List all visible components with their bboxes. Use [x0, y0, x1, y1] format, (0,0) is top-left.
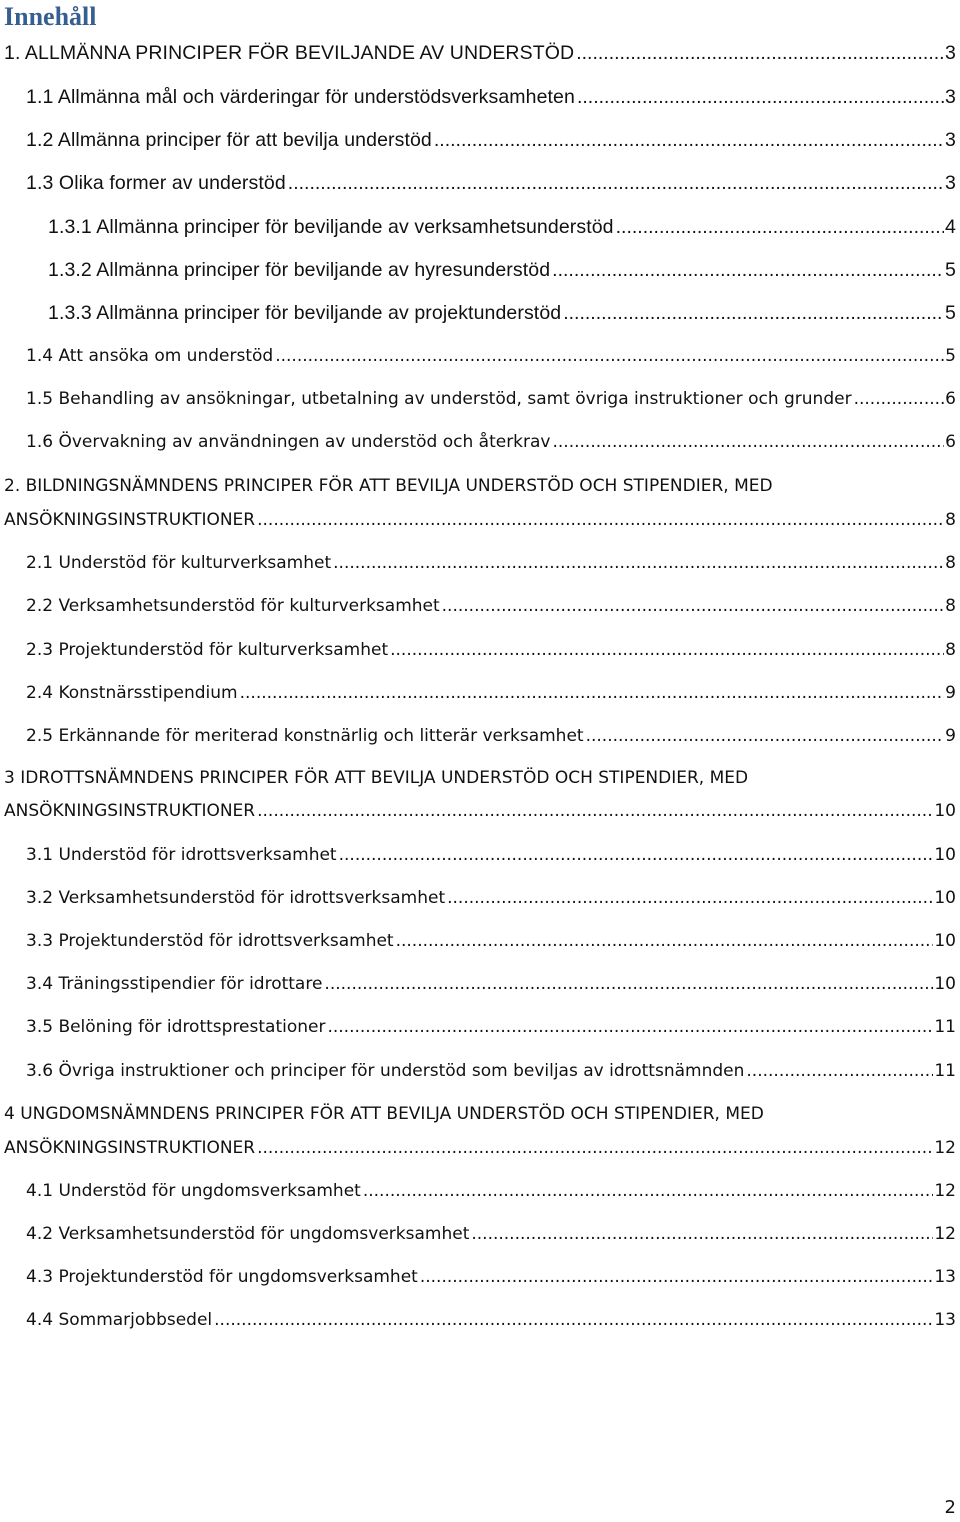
toc-entry[interactable] [4, 507, 956, 533]
toc-entry-page: 6 [945, 432, 956, 452]
toc-entry-page: 3 [945, 42, 956, 64]
toc-entry-label: 3.6 Övriga instruktioner och principer för understöd som beviljas av idrottsnämnden [26, 1061, 745, 1081]
toc-leader-dots [363, 1178, 934, 1204]
toc-entry-page: 12 [934, 1181, 956, 1201]
toc-leader-dots [616, 214, 944, 240]
toc-entry-label: 1.1 Allmänna mål och värderingar för understödsverksamheten [26, 86, 575, 108]
toc-leader-dots [434, 127, 944, 153]
toc-entry-label: 2.2 Verksamhetsunderstöd för kulturverksamhet [26, 596, 440, 616]
toc-entry[interactable] [26, 971, 956, 997]
toc-entry[interactable] [26, 1264, 956, 1290]
toc-heading: Innehåll [4, 2, 97, 31]
toc-entry-label: 2.4 Konstnärsstipendium [26, 683, 238, 703]
toc-entry[interactable] [4, 1135, 956, 1161]
toc-entry[interactable] [48, 214, 956, 240]
toc-entry[interactable] [4, 798, 956, 824]
toc-entry-label: 2.5 Erkännande för meriterad konstnärlig och litterär verksamhet [26, 726, 584, 746]
toc-entry[interactable] [4, 40, 956, 66]
toc-entry-label: 1. ALLMÄNNA PRINCIPER FÖR BEVILJANDE AV UNDERSTÖD [4, 42, 575, 64]
toc-leader-dots [420, 1264, 934, 1290]
toc-leader-dots [324, 971, 933, 997]
toc-leader-dots [390, 637, 944, 663]
toc-leader-dots [288, 170, 944, 196]
toc-entry-label: 3.5 Belöning för idrottsprestationer [26, 1017, 326, 1037]
toc-entry-page: 3 [945, 172, 956, 194]
toc-entry-heading-line[interactable]: 4 UNGDOMSNÄMNDENS PRINCIPER FÖR ATT BEVILJA UNDERSTÖD OCH STIPENDIER, MED [4, 1104, 764, 1124]
toc-leader-dots [577, 84, 944, 110]
toc-entry-page: 12 [934, 1138, 956, 1158]
toc-entry[interactable] [26, 1307, 956, 1333]
toc-leader-dots [257, 507, 944, 533]
toc-entry-label: 4.2 Verksamhetsunderstöd för ungdomsverksamhet [26, 1224, 470, 1244]
toc-entry-label: 3.1 Understöd för idrottsverksamhet [26, 845, 337, 865]
toc-entry-label: 4.1 Understöd för ungdomsverksamhet [26, 1181, 361, 1201]
toc-entry-page: 3 [945, 129, 956, 151]
toc-leader-dots [327, 1014, 933, 1040]
toc-entry[interactable] [26, 928, 956, 954]
toc-entry-label: ANSÖKNINGSINSTRUKTIONER [4, 1138, 256, 1158]
toc-entry-page: 10 [934, 931, 956, 951]
toc-entry-page: 6 [945, 389, 956, 409]
toc-entry-label: 1.4 Att ansöka om understöd [26, 346, 274, 366]
toc-entry-label: 1.3.2 Allmänna principer för beviljande av hyresunderstöd [48, 259, 551, 281]
toc-entry-page: 11 [934, 1061, 956, 1081]
toc-entry-label: 2.1 Understöd för kulturverksamhet [26, 553, 332, 573]
toc-entry[interactable] [26, 170, 956, 196]
toc-leader-dots [471, 1221, 933, 1247]
toc-entry-label: 3.4 Träningsstipendier för idrottare [26, 974, 323, 994]
toc-entry[interactable] [26, 127, 956, 153]
toc-entry-page: 5 [945, 302, 956, 324]
toc-entry-page: 12 [934, 1224, 956, 1244]
toc-entry-label: 4.4 Sommarjobbsedel [26, 1310, 213, 1330]
toc-entry-page: 9 [945, 683, 956, 703]
toc-entry-label: ANSÖKNINGSINSTRUKTIONER [4, 510, 256, 530]
toc-entry-page: 10 [934, 888, 956, 908]
toc-entry-label: 1.2 Allmänna principer för att bevilja understöd [26, 129, 432, 151]
toc-entry-label: 1.3 Olika former av understöd [26, 172, 286, 194]
toc-entry-page: 8 [945, 510, 956, 530]
toc-leader-dots [586, 723, 945, 749]
toc-entry-page: 3 [945, 86, 956, 108]
toc-entry-page: 8 [945, 596, 956, 616]
toc-leader-dots [240, 680, 945, 706]
toc-entry-page: 4 [945, 216, 956, 238]
toc-entry-page: 10 [934, 801, 956, 821]
toc-entry-label: 1.6 Övervakning av användningen av understöd och återkrav [26, 432, 551, 452]
toc-entry-label: 3.2 Verksamhetsunderstöd för idrottsverksamhet [26, 888, 446, 908]
toc-entry[interactable] [48, 257, 956, 283]
toc-entry-page: 5 [945, 259, 956, 281]
toc-leader-dots [333, 550, 944, 576]
page-number: 2 [944, 1497, 956, 1518]
toc-entry-page: 10 [934, 974, 956, 994]
toc-entry-label: 1.3.1 Allmänna principer för beviljande av verksamhetsunderstöd [48, 216, 614, 238]
toc-entry[interactable] [26, 84, 956, 110]
toc-leader-dots [339, 842, 934, 868]
toc-entry[interactable] [26, 723, 956, 749]
toc-leader-dots [396, 928, 934, 954]
toc-entry-heading-line[interactable]: 2. BILDNINGSNÄMNDENS PRINCIPER FÖR ATT BEVILJA UNDERSTÖD OCH STIPENDIER, MED [4, 476, 773, 496]
toc-entry[interactable] [26, 1058, 956, 1084]
toc-entry[interactable] [26, 680, 956, 706]
toc-entry[interactable] [26, 1014, 956, 1040]
toc-entry[interactable] [26, 1221, 956, 1247]
toc-leader-dots [553, 429, 945, 455]
toc-entry[interactable] [26, 1178, 956, 1204]
toc-entry-page: 8 [945, 553, 956, 573]
toc-entry-page: 9 [945, 726, 956, 746]
toc-entry[interactable] [26, 637, 956, 663]
toc-entry-label: ANSÖKNINGSINSTRUKTIONER [4, 801, 256, 821]
toc-entry-page: 11 [934, 1017, 956, 1037]
toc-leader-dots [447, 885, 933, 911]
toc-entry-label: 2.3 Projektunderstöd för kulturverksamhet [26, 640, 389, 660]
toc-entry-page: 13 [934, 1310, 956, 1330]
toc-leader-dots [214, 1307, 933, 1333]
toc-entry[interactable] [26, 550, 956, 576]
toc-entry-heading-line[interactable]: 3 IDROTTSNÄMNDENS PRINCIPER FÖR ATT BEVILJA UNDERSTÖD OCH STIPENDIER, MED [4, 768, 749, 788]
toc-entry-label: 3.3 Projektunderstöd för idrottsverksamhet [26, 931, 394, 951]
toc-entry-label: 1.3.3 Allmänna principer för beviljande av projektunderstöd [48, 302, 562, 324]
toc-leader-dots [257, 798, 933, 824]
toc-entry-page: 10 [934, 845, 956, 865]
toc-entry-label: 4.3 Projektunderstöd för ungdomsverksamhet [26, 1267, 418, 1287]
toc-entry[interactable] [26, 343, 956, 369]
toc-leader-dots [576, 40, 944, 66]
toc-leader-dots [563, 300, 944, 326]
toc-entry[interactable] [26, 429, 956, 455]
toc-entry-label: 1.5 Behandling av ansökningar, utbetalning av understöd, samt övriga instruktioner och grunder [26, 389, 852, 409]
toc-leader-dots [854, 386, 945, 412]
toc-leader-dots [552, 257, 944, 283]
toc-entry-page: 5 [945, 346, 956, 366]
toc-entry[interactable] [26, 593, 956, 619]
toc-leader-dots [746, 1058, 933, 1084]
toc-entry[interactable] [26, 842, 956, 868]
toc-entry-page: 8 [945, 640, 956, 660]
toc-leader-dots [257, 1135, 933, 1161]
toc-leader-dots [442, 593, 945, 619]
toc-leader-dots [275, 343, 944, 369]
toc-entry-page: 13 [934, 1267, 956, 1287]
toc-entry[interactable] [26, 386, 956, 412]
toc-entry[interactable] [26, 885, 956, 911]
toc-entry[interactable] [48, 300, 956, 326]
